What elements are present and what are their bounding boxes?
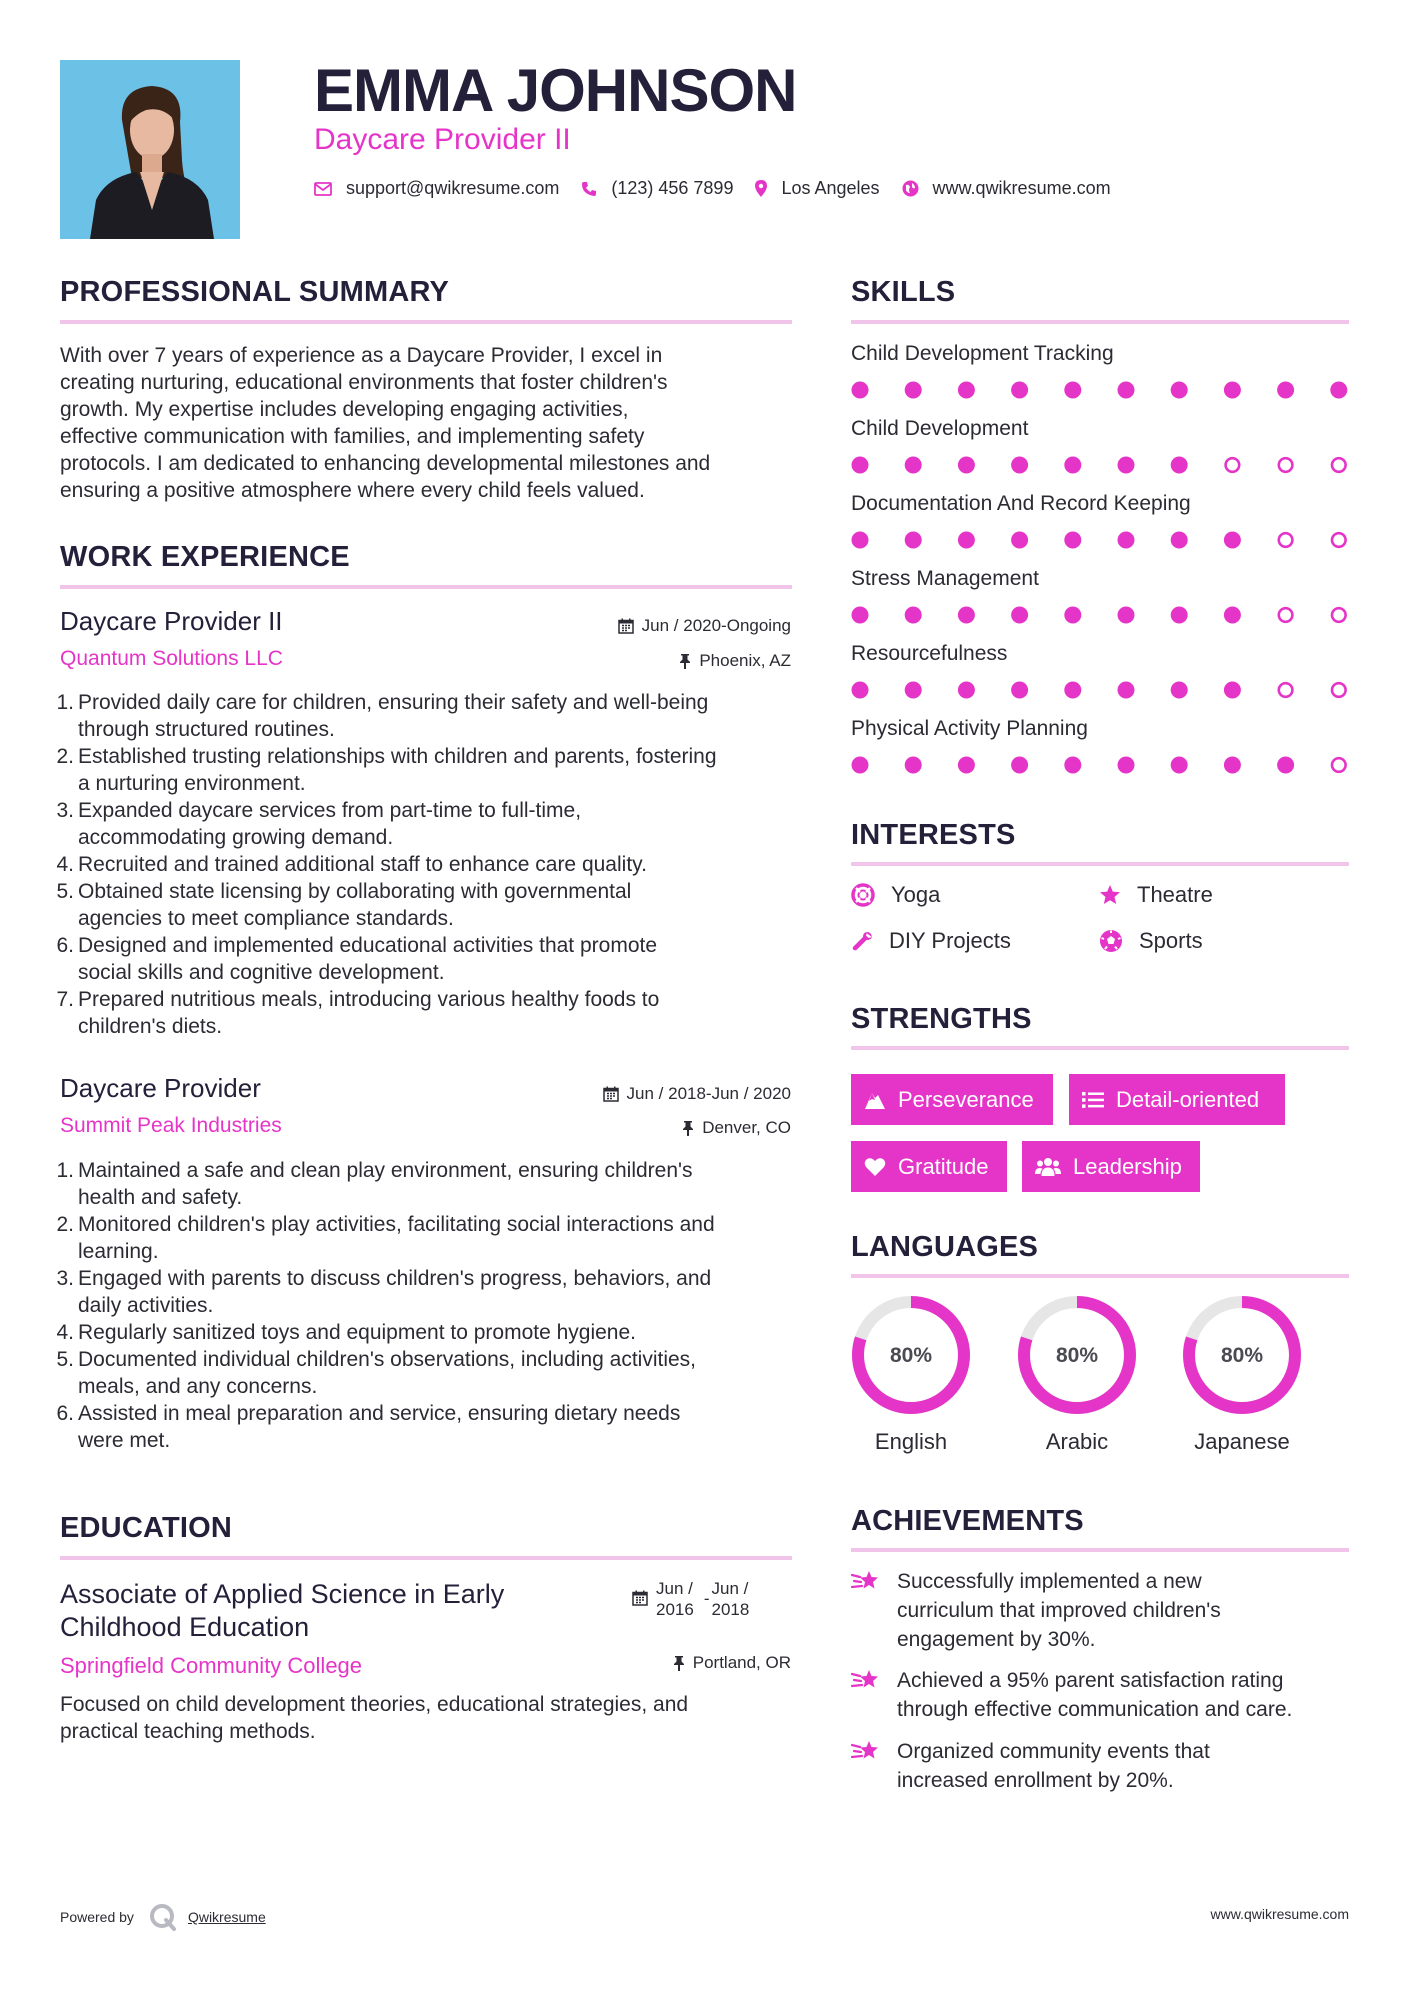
- profile-photo: [60, 60, 240, 239]
- job-responsibilities: [52, 689, 792, 1040]
- summary-line: growth. My expertise includes developing engaging activities,: [60, 398, 629, 421]
- language-ring: [1015, 1293, 1139, 1417]
- skill-dot-filled: [1171, 457, 1188, 474]
- skill-dot-filled: [852, 757, 869, 774]
- list-item: through structured routines.: [78, 718, 335, 741]
- skill-dot-filled: [1277, 757, 1294, 774]
- candidate-name: EMMA JOHNSON: [314, 57, 797, 124]
- skill-dot-filled: [852, 682, 869, 699]
- skill-dot-filled: [1224, 682, 1241, 699]
- summary-line: protocols. I am dedicated to enhancing developmental milestones and: [60, 452, 711, 475]
- job-location-text: Phoenix, AZ: [699, 651, 791, 670]
- skill-dot-filled: [1224, 757, 1241, 774]
- envelope-icon: [314, 182, 332, 196]
- skill-dot-filled: [1064, 457, 1081, 474]
- list-item: 5. Documented individual children's observations, including activities,: [56, 1348, 697, 1371]
- shooting-star-icon: [851, 1666, 897, 1724]
- interest-item: [851, 882, 940, 908]
- languages-heading: LANGUAGES: [851, 1231, 1039, 1263]
- education-divider: [60, 1556, 792, 1560]
- job-date: [603, 1084, 791, 1104]
- job-date-text: Jun / 2020-Ongoing: [641, 616, 791, 635]
- qwikresume-link[interactable]: Qwikresume: [187, 1909, 266, 1925]
- skill-dot-filled: [1330, 382, 1347, 399]
- achievement-text: Organized community events that increased enrollment by 20%.: [897, 1740, 1210, 1792]
- skill-dot-filled: [1118, 532, 1135, 549]
- language-name: Japanese: [1194, 1429, 1290, 1454]
- education-end: Jun / 2018: [711, 1579, 750, 1619]
- strength-label: Perseverance: [898, 1086, 1034, 1112]
- job-company: Summit Peak Industries: [60, 1114, 282, 1137]
- interest-label: Theatre: [1137, 882, 1213, 907]
- job-title: Daycare Provider: [60, 1073, 261, 1103]
- summary-line: effective communication with families, and implementing safety: [60, 425, 645, 448]
- skill-dot-filled: [958, 607, 975, 624]
- list-item: 1. Provided daily care for children, ensuring their safety and well-being: [56, 691, 709, 714]
- pushpin-icon: [673, 1655, 685, 1671]
- list-item: health and safety.: [78, 1186, 243, 1209]
- skill-dot-filled: [905, 457, 922, 474]
- job-company: Quantum Solutions LLC: [60, 647, 283, 670]
- footer-powered-by: [60, 1902, 266, 1932]
- education-degree: [60, 1578, 580, 1644]
- summary-heading: PROFESSIONAL SUMMARY: [60, 276, 450, 308]
- pushpin-icon: [682, 1120, 694, 1136]
- education-school: Springfield Community College: [60, 1653, 363, 1678]
- skill-dot-filled: [1064, 682, 1081, 699]
- skill-dot-empty: [1332, 683, 1346, 697]
- contact-location: Los Angeles: [781, 178, 880, 198]
- summary-line: ensuring a positive atmosphere where every child feels valued.: [60, 479, 645, 502]
- experience-divider: [60, 585, 792, 589]
- skill-rating: [851, 530, 1351, 550]
- skill-rating: [851, 680, 1351, 700]
- language-name: English: [874, 1429, 948, 1454]
- interest-item: [851, 928, 1011, 954]
- language-percent: 80%: [1220, 1344, 1264, 1367]
- skill-name: Physical Activity Planning: [851, 717, 1088, 740]
- list-item: 6. Assisted in meal preparation and service, ensuring dietary needs: [56, 1402, 681, 1425]
- skill-dot-filled: [852, 382, 869, 399]
- star-icon: [1099, 884, 1121, 906]
- language-name: Arabic: [1045, 1429, 1109, 1454]
- list-item: daily activities.: [78, 1294, 214, 1317]
- skill-dot-empty: [1332, 758, 1346, 772]
- experience-heading: WORK EXPERIENCE: [60, 541, 350, 573]
- contact-email[interactable]: support@qwikresume.com: [346, 178, 560, 198]
- education-heading: EDUCATION: [60, 1512, 233, 1544]
- interest-item: [1099, 882, 1213, 908]
- list-item: learning.: [78, 1240, 159, 1263]
- skill-dot-filled: [1011, 682, 1028, 699]
- education-start: Jun / 2016: [656, 1579, 694, 1619]
- skill-name: Child Development: [851, 417, 1029, 440]
- users-icon: [1035, 1157, 1061, 1177]
- skill-rating: [851, 455, 1351, 475]
- strength-tag: [851, 1141, 1007, 1192]
- skill-name: Resourcefulness: [851, 642, 1008, 665]
- achievement-item: [851, 1567, 1361, 1654]
- skill-name: Child Development Tracking: [851, 342, 1114, 365]
- skill-dot-filled: [1171, 382, 1188, 399]
- list-item: 6. Designed and implemented educational activities that promote: [56, 934, 658, 957]
- skill-dot-empty: [1279, 683, 1293, 697]
- skill-dot-filled: [1118, 457, 1135, 474]
- list-icon: [1082, 1091, 1104, 1109]
- interests-divider: [851, 862, 1349, 866]
- achievement-text: Achieved a 95% parent satisfaction rating through effective communication and care.: [897, 1669, 1293, 1721]
- skill-dot-filled: [1118, 607, 1135, 624]
- skill-dot-filled: [958, 682, 975, 699]
- shooting-star-icon: [851, 1737, 897, 1795]
- skill-dot-empty: [1279, 458, 1293, 472]
- interest-label: DIY Projects: [889, 928, 1011, 953]
- globe-icon: [902, 180, 919, 197]
- list-item: meals, and any concerns.: [78, 1375, 318, 1398]
- summary-divider: [60, 320, 792, 324]
- skill-dot-empty: [1226, 458, 1240, 472]
- skill-dot-filled: [1171, 607, 1188, 624]
- skill-name: Stress Management: [851, 567, 1039, 590]
- list-item: 3. Expanded daycare services from part-time to full-time,: [56, 799, 582, 822]
- skill-dot-filled: [1171, 532, 1188, 549]
- skill-dot-filled: [1011, 457, 1028, 474]
- mountain-icon: [864, 1090, 886, 1110]
- skill-dot-filled: [1224, 532, 1241, 549]
- strength-label: Gratitude: [898, 1153, 989, 1179]
- job-responsibilities: [52, 1157, 792, 1454]
- pushpin-icon: [679, 653, 691, 669]
- powered-by-label: Powered by: [60, 1909, 134, 1925]
- skill-rating: [851, 755, 1351, 775]
- skill-dot-filled: [1118, 757, 1135, 774]
- skill-dot-filled: [1171, 682, 1188, 699]
- interest-item: [1099, 928, 1203, 954]
- skill-name: Documentation And Record Keeping: [851, 492, 1191, 515]
- interest-label: Yoga: [891, 882, 941, 907]
- language-percent: 80%: [1055, 1344, 1099, 1367]
- achievements-divider: [851, 1548, 1349, 1552]
- calendar-icon: [618, 618, 634, 634]
- footer-website[interactable]: www.qwikresume.com: [1210, 1906, 1349, 1922]
- job-title: Daycare Provider II: [60, 606, 283, 636]
- summary-text: [60, 342, 792, 504]
- degree-line: Associate of Applied Science in Early: [60, 1579, 505, 1609]
- candidate-role: Daycare Provider II: [314, 123, 571, 156]
- calendar-icon: [603, 1086, 619, 1102]
- skill-dot-filled: [1224, 382, 1241, 399]
- list-item: a nurturing environment.: [78, 772, 306, 795]
- achievement-text: Successfully implemented a new curriculum that improved children's engagement by 30%.: [897, 1570, 1221, 1651]
- list-item: children's diets.: [78, 1015, 223, 1038]
- strength-tag: [1069, 1074, 1285, 1125]
- skill-dot-empty: [1332, 608, 1346, 622]
- languages-divider: [851, 1274, 1349, 1278]
- skill-dot-filled: [1011, 532, 1028, 549]
- list-item: accommodating growing demand.: [78, 826, 394, 849]
- job-location: [682, 1118, 791, 1138]
- achievements-heading: ACHIEVEMENTS: [851, 1505, 1084, 1537]
- heart-icon: [864, 1157, 886, 1177]
- achievement-item: [851, 1737, 1361, 1795]
- date-separator: -: [703, 1589, 710, 1608]
- job-date: [618, 616, 791, 636]
- skill-dot-filled: [905, 607, 922, 624]
- skill-dot-filled: [852, 457, 869, 474]
- skill-dot-empty: [1279, 608, 1293, 622]
- skill-dot-filled: [1011, 607, 1028, 624]
- education-location: [673, 1653, 791, 1673]
- list-item: 3. Engaged with parents to discuss children's progress, behaviors, and: [56, 1267, 712, 1290]
- education-dates: [632, 1578, 749, 1620]
- skill-dot-filled: [958, 757, 975, 774]
- summary-line: creating nurturing, educational environments that foster children's: [60, 371, 668, 394]
- job-location-text: Denver, CO: [702, 1118, 791, 1137]
- achievement-item: [851, 1666, 1361, 1724]
- skill-dot-filled: [958, 457, 975, 474]
- skills-divider: [851, 320, 1349, 324]
- skill-dot-filled: [905, 382, 922, 399]
- skill-rating: [851, 380, 1351, 400]
- contact-phone[interactable]: (123) 456 7899: [611, 178, 734, 198]
- shooting-star-icon: [851, 1567, 897, 1654]
- job-location: [679, 651, 791, 671]
- skill-dot-filled: [958, 532, 975, 549]
- list-item: 2. Monitored children's play activities, facilitating social interactions and: [56, 1213, 715, 1236]
- calendar-icon: [632, 1578, 648, 1611]
- list-item: 1. Maintained a safe and clean play environment, ensuring children's: [56, 1159, 693, 1182]
- skill-dot-filled: [1118, 682, 1135, 699]
- strengths-divider: [851, 1046, 1349, 1050]
- language-ring: [849, 1293, 973, 1417]
- skill-dot-empty: [1279, 533, 1293, 547]
- language-percent: 80%: [889, 1344, 933, 1367]
- skill-dot-filled: [905, 532, 922, 549]
- strengths-heading: STRENGTHS: [851, 1003, 1032, 1035]
- skill-dot-filled: [1171, 757, 1188, 774]
- qwikresume-logo-icon: [148, 1902, 178, 1932]
- skill-dot-filled: [1064, 757, 1081, 774]
- language-ring: [1180, 1293, 1304, 1417]
- contact-bar: [314, 178, 1133, 199]
- list-item: 2. Established trusting relationships with children and parents, fostering: [56, 745, 717, 768]
- skill-rating: [851, 605, 1351, 625]
- phone-icon: [581, 181, 597, 197]
- strength-label: Leadership: [1073, 1153, 1182, 1179]
- interest-label: Sports: [1139, 928, 1203, 953]
- skill-dot-filled: [1224, 607, 1241, 624]
- skill-dot-filled: [958, 382, 975, 399]
- skill-dot-filled: [1277, 382, 1294, 399]
- strength-tag: [1022, 1141, 1200, 1192]
- skills-heading: SKILLS: [851, 276, 956, 308]
- skill-dot-empty: [1332, 533, 1346, 547]
- list-item: agencies to meet compliance standards.: [78, 907, 454, 930]
- degree-line: Childhood Education: [60, 1612, 310, 1642]
- list-item: were met.: [78, 1429, 171, 1452]
- skill-dot-filled: [852, 532, 869, 549]
- summary-line: With over 7 years of experience as a Daycare Provider, I excel in: [60, 344, 663, 367]
- education-location-text: Portland, OR: [692, 1653, 791, 1672]
- interests-heading: INTERESTS: [851, 819, 1016, 851]
- list-item: 5. Obtained state licensing by collaborating with governmental: [56, 880, 632, 903]
- education-description: Focused on child development theories, educational strategies, and practical teaching methods.: [60, 1693, 689, 1743]
- list-item: social skills and cognitive development.: [78, 961, 445, 984]
- list-item: 7. Prepared nutritious meals, introducing various healthy foods to: [56, 988, 660, 1011]
- map-pin-icon: [755, 180, 767, 197]
- strength-label: Detail-oriented: [1116, 1086, 1260, 1112]
- lifebuoy-icon: [851, 883, 875, 907]
- wrench-icon: [851, 930, 873, 952]
- skill-dot-empty: [1332, 458, 1346, 472]
- skill-dot-filled: [1064, 607, 1081, 624]
- skill-dot-filled: [1011, 757, 1028, 774]
- skill-dot-filled: [1118, 382, 1135, 399]
- list-item: 4. Regularly sanitized toys and equipment to promote hygiene.: [56, 1321, 636, 1344]
- skill-dot-filled: [852, 607, 869, 624]
- contact-website[interactable]: www.qwikresume.com: [932, 178, 1111, 198]
- skill-dot-filled: [905, 682, 922, 699]
- skill-dot-filled: [905, 757, 922, 774]
- skill-dot-filled: [1064, 382, 1081, 399]
- skill-dot-filled: [1011, 382, 1028, 399]
- list-item: 4. Recruited and trained additional staff to enhance care quality.: [56, 853, 647, 876]
- job-date-text: Jun / 2018-Jun / 2020: [626, 1084, 791, 1103]
- strength-tag: [851, 1074, 1053, 1125]
- skill-dot-filled: [1064, 532, 1081, 549]
- soccer-ball-icon: [1099, 929, 1123, 953]
